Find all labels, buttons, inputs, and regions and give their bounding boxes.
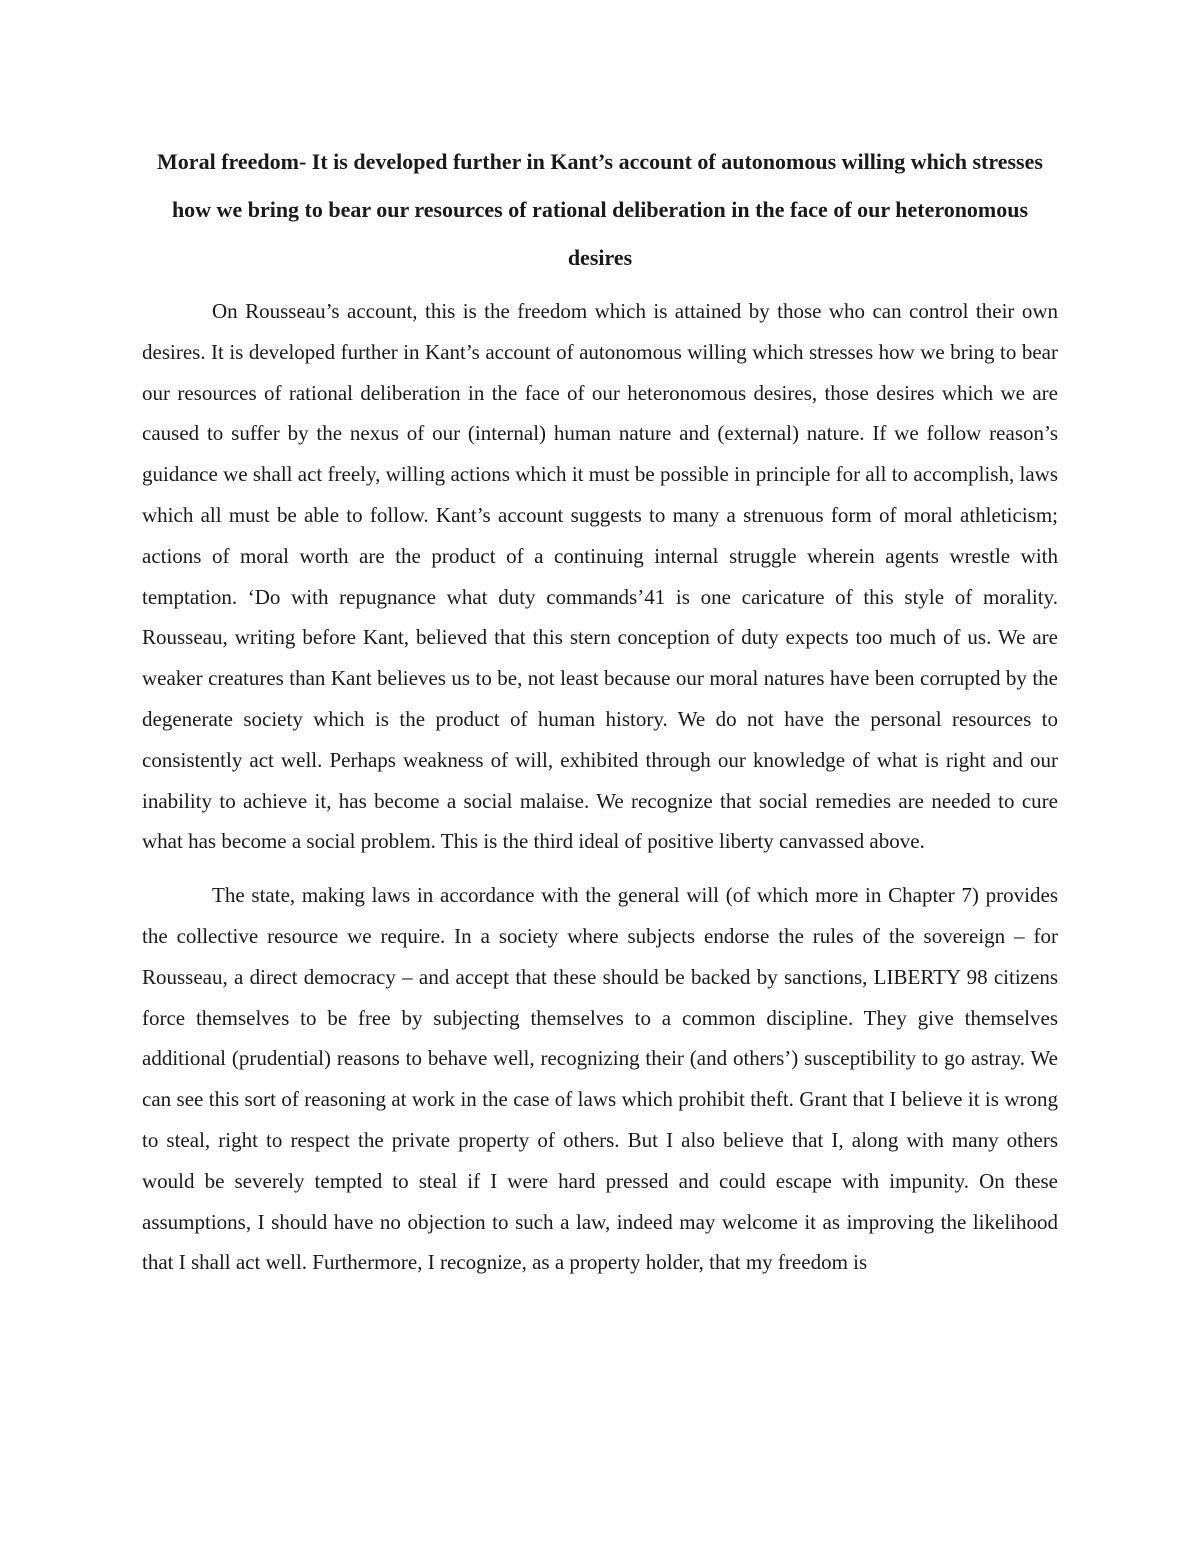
body-paragraph: On Rousseau’s account, this is the freedom which is attained by those who can control their own desires. It is developed further in Kant’s account of autonomous willing which stresses how we bring to bear our resources of rational deliberation in the face of our heteronomous desires, those desires which we are caused to suffer by the nexus of our (internal) human nature and (external) nature. If we follow reason’s guidance we shall act freely, willing actions which it must be possible in principle for all to accomplish, laws which all must be able to follow. Kant’s account suggests to many a strenuous form of moral athleticism; actions of moral worth are the product of a continuing internal struggle wherein agents wrestle with temptation. ‘Do with repugnance what duty commands’41 is one caricature of this style of morality. Rousseau, writing before Kant, believed that this stern conception of duty expects too much of us. We are weaker creatures than Kant believes us to be, not least because our moral natures have been corrupted by the degenerate society which is the product of human history. We do not have the personal resources to consistently act well. Perhaps weakness of will, exhibited through our knowledge of what is right and our inability to achieve it, has become a social malaise. We recognize that social remedies are needed to cure what has become a social problem. This is the third ideal of positive liberty canvassed above. (142, 299, 1058, 854)
document-body (142, 138, 1058, 1283)
document-heading: Moral freedom- It is developed further in Kant’s account of autonomous willing which stresses how we bring to bear our resources of rational deliberation in the face of our heteronomous desires (157, 149, 1043, 270)
body-paragraph: The state, making laws in accordance with the general will (of which more in Chapter 7) provides the collective resource we require. In a society where subjects endorse the rules of the sovereign – for Rousseau, a direct democracy – and accept that these should be backed by sanctions, LIBERTY 98 citizens force themselves to be free by subjecting themselves to a common discipline. They give themselves additional (prudential) reasons to behave well, recognizing their (and others’) susceptibility to go astray. We can see this sort of reasoning at work in the case of laws which prohibit theft. Grant that I believe it is wrong to steal, right to respect the private property of others. But I also believe that I, along with many others would be severely tempted to steal if I were hard pressed and could escape with impunity. On these assumptions, I should have no objection to such a law, indeed may welcome it as improving the likelihood that I shall act well. Furthermore, I recognize, as a property holder, that my freedom is (142, 883, 1058, 1275)
